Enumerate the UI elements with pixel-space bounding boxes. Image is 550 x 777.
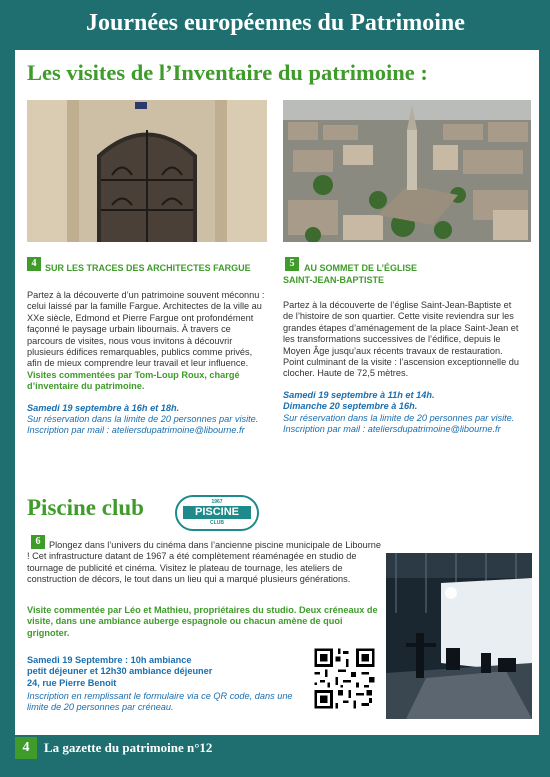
logo-text: PISCINE xyxy=(183,506,251,519)
inventaire-title: Les visites de l’Inventaire du patrimoine : xyxy=(27,60,428,85)
piscine-club-logo xyxy=(175,495,259,531)
footer-page-number: 4 xyxy=(15,737,37,759)
visit-4-number: 4 xyxy=(27,257,41,271)
visit-4-body: Partez à la découverte d’un patrimoine souvent méconnu : celui laissé par la famille Fargue. Architectes de la ville au XXe siècle, Edmond et Pierre Fargue ont profondément façonné le paysage urbain libournais. À travers ce parcours de visites, nous vous invitons à découvrir plusieurs édifices remarquables, publics comme privés, afin de mieux comprendre leur travail et leur influence. xyxy=(27,290,265,369)
visit-6-number: 6 xyxy=(31,535,45,549)
visit-4-date: Samedi 19 septembre à 16h et 18h. xyxy=(27,402,180,413)
content-panel xyxy=(15,50,539,735)
visit-6-address: 24, rue Pierre Benoit xyxy=(27,677,117,688)
visit-6-date-2: petit déjeuner et 12h30 ambiance déjeuner xyxy=(27,666,213,677)
visit-5-text xyxy=(283,300,523,435)
visit-5-date-2: Dimanche 20 septembre à 16h. xyxy=(283,401,418,412)
visit-5-reservation: Sur réservation dans la limite de 20 personnes par visite. Inscription par mail : ateliersdupatrimoine@libourne.fr xyxy=(283,412,515,435)
church-aerial-photo xyxy=(283,100,531,242)
visit-4-reservation: Sur réservation dans la limite de 20 personnes par visite. Inscription par mail : ateliersdupatrimoine@libourne.fr xyxy=(27,414,259,436)
visit-6-reservation: Inscription en remplissant le formulaire via ce QR code, dans une limite de 20 personnes par créneau. xyxy=(27,691,293,713)
visit-6-dates xyxy=(27,655,312,689)
visit-6-body: Plongez dans l’univers du cinéma dans l’ancienne piscine municipale de Libourne ! Cet infrastructure datant de 1967 a été complètement réaménagée en studio de tournage de publicité et cinéma. Visitez le plateau de tournage, les ateliers de construction de décors, le tout dans un lieu qui a marqué plusieurs générations. xyxy=(27,540,381,585)
header-title: Journées européennes du Patrimoine xyxy=(86,10,465,36)
visit-6-guide: Visite commentée par Léo et Mathieu, propriétaires du studio. Deux créneaux de visite, dans une ambiance auberge espagnole ou chacun amène de quoi grignoter. xyxy=(27,605,378,638)
door-photo xyxy=(27,100,267,242)
qr-code[interactable] xyxy=(312,646,377,711)
piscine-title: Piscine club xyxy=(27,495,144,520)
visit-4-text xyxy=(27,290,267,437)
visit-6-date-1: Samedi 19 Septembre : 10h ambiance xyxy=(27,655,192,665)
visit-4-title: SUR LES TRACES DES ARCHITECTES FARGUE xyxy=(45,263,251,273)
visit-5-body: Partez à la découverte de l’église Saint-Jean-Baptiste et de l’histoire de son quartier. Cette visite reviendra sur les grandes étapes d’aménagement de la place Saint-Jean et les transformations successives de l’édifice, depuis le Moyen Âge jusqu’aux récents travaux de restauration. Point culminant de la visite : l’ascension exceptionnelle du clocher. Haute de 72,5 mètres. xyxy=(283,300,519,379)
visit-4-guide: Visites commentées par Tom-Loup Roux, chargé d’inventaire du patrimoine. xyxy=(27,369,240,392)
footer-title: La gazette du patrimoine n°12 xyxy=(44,740,213,755)
visit-6-text xyxy=(27,540,382,586)
logo-year: 1967 xyxy=(211,499,223,505)
visit-5-number: 5 xyxy=(285,257,299,271)
studio-photo xyxy=(386,553,532,719)
logo-sub: CLUB xyxy=(210,520,224,526)
visit-5-date-1: Samedi 19 septembre à 11h et 14h. xyxy=(283,389,435,400)
visit-5-title-1: AU SOMMET DE L’ÉGLISE xyxy=(304,263,418,273)
visit-5-title-2: SAINT-JEAN-BAPTISTE xyxy=(283,275,385,285)
